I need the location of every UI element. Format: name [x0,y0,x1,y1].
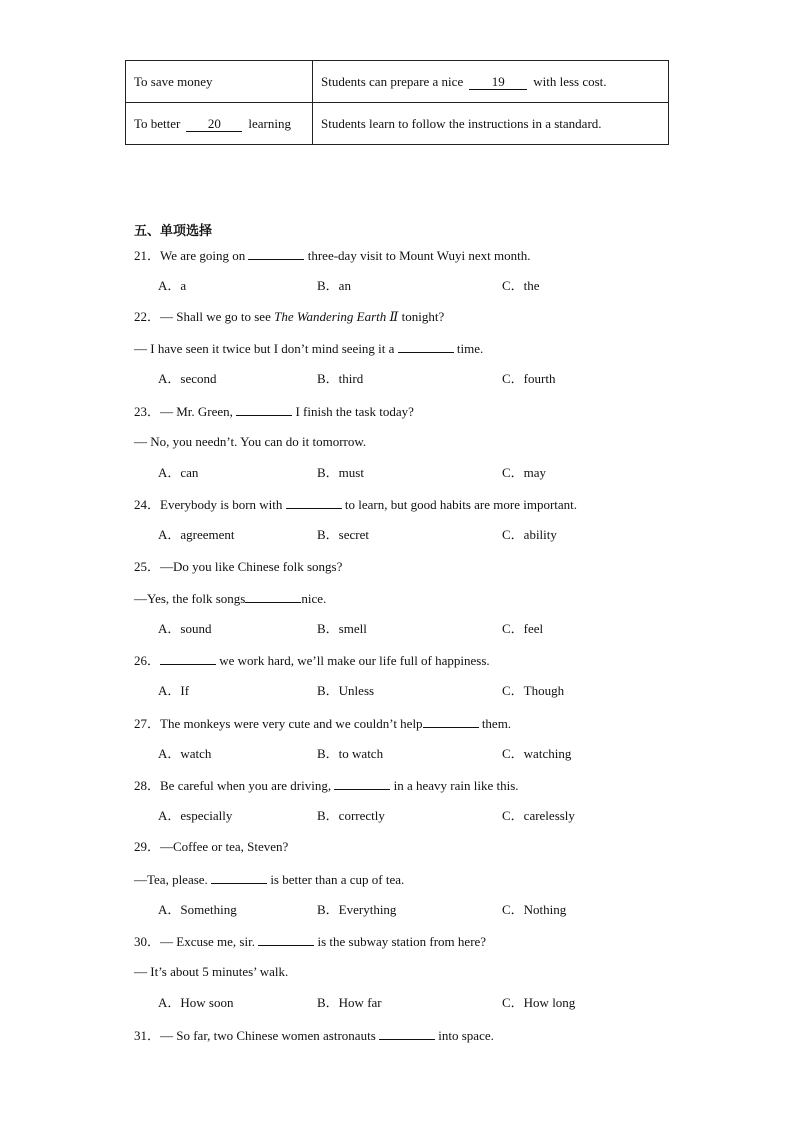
blank-20: 20 [186,117,242,132]
question-30 [134,933,486,950]
option-c: C．Though [502,683,565,698]
option-c: C．the [502,278,540,293]
table-row [126,103,669,145]
question-text: time. [456,341,484,356]
options-22 [0,371,794,387]
options-30 [0,995,794,1011]
question-text: 24．Everybody is born with [134,497,283,512]
answer-blank [334,777,390,790]
question-text: we work hard, we’ll make our life full of happiness. [219,653,490,668]
question-text: — I have seen it twice but I don’t mind seeing it a [134,341,395,356]
question-text: them. [481,716,512,731]
option-c: C．carelessly [502,808,575,823]
question-23 [134,403,414,420]
question-text: I finish the task today? [295,404,414,419]
question-text: nice. [301,591,327,606]
table-cell [313,61,669,103]
answer-blank [211,871,267,884]
question-text: — It’s about 5 minutes’ walk. [134,964,289,979]
question-text: is the subway station from here? [317,934,487,949]
option-c: C．watching [502,746,572,761]
option-c: C．may [502,465,547,480]
blank-19: 19 [469,75,527,90]
answer-blank [245,590,301,603]
answer-blank [398,340,454,353]
cell-text: Students can prepare a nice [321,73,464,89]
question-text: 31．— So far, two Chinese women astronauts [134,1028,376,1043]
summary-table [125,60,669,145]
answer-blank [258,933,314,946]
question-text: three-day visit to Mount Wuyi next month. [307,248,531,263]
option-c: C．feel [502,621,544,636]
cell-text: learning [248,115,291,131]
options-24 [0,527,794,543]
options-21 [0,278,794,294]
question-text: 25．—Do you like Chinese folk songs? [134,559,343,574]
question-text: — No, you needn’t. You can do it tomorrow. [134,434,367,449]
option-a: A．watch [158,746,212,761]
option-a: A．a [158,278,187,293]
option-c: C．fourth [502,371,556,386]
option-c: C．Nothing [502,902,567,917]
section-title: 五、单项选择 [134,224,213,239]
option-b: B．Unless [317,683,375,698]
question-text: to learn, but good habits are more important. [344,497,578,512]
answer-blank [423,715,479,728]
answer-blank [379,1027,435,1040]
question-text: into space. [438,1028,494,1043]
option-b: B．smell [317,621,367,636]
option-a: A．How soon [158,995,234,1010]
question-text: —Tea, please. [134,872,208,887]
options-29 [0,902,794,918]
question-text: 21．We are going on [134,248,246,263]
option-a: A．agreement [158,527,235,542]
option-a: A．If [158,683,190,698]
question-31 [134,1027,494,1044]
question-text: 28．Be careful when you are driving, [134,778,332,793]
question-text: 22．— Shall we go to see [134,309,271,324]
question-text: 29．—Coffee or tea, Steven? [134,839,289,854]
question-21 [134,247,530,264]
option-b: B．correctly [317,808,385,823]
option-a: A．Something [158,902,237,917]
question-28 [134,777,519,794]
options-23 [0,465,794,481]
options-28 [0,808,794,824]
option-b: B．an [317,278,351,293]
question-text: 30．— Excuse me, sir. [134,934,255,949]
question-text: in a heavy rain like this. [393,778,519,793]
question-27 [134,715,511,732]
question-text: 26． [134,653,161,668]
option-c: C．ability [502,527,557,542]
question-text: is better than a cup of tea. [270,872,405,887]
option-b: B．Everything [317,902,397,917]
question-22 [134,309,444,325]
options-25 [0,621,794,637]
option-a: A．especially [158,808,233,823]
question-29-reply [134,871,404,888]
question-26 [134,652,490,669]
answer-blank [286,496,342,509]
option-b: B．third [317,371,364,386]
answer-blank [160,652,216,665]
movie-title: The Wandering Earth Ⅱ [274,309,399,324]
option-b: B．How far [317,995,382,1010]
question-29 [134,839,288,855]
answer-blank [248,247,304,260]
cell-text: To better [134,115,181,131]
option-a: A．sound [158,621,212,636]
question-text: 23．— Mr. Green, [134,404,233,419]
question-24 [134,496,577,513]
table-row [126,61,669,103]
question-text: tonight? [401,309,445,324]
options-27 [0,746,794,762]
question-25-reply [134,590,326,607]
cell-text: with less cost. [533,73,607,89]
question-text: 27．The monkeys were very cute and we couldn’t help [134,716,423,731]
question-30-reply [134,964,288,980]
table-cell: To save money [126,61,313,103]
option-c: C．How long [502,995,576,1010]
table-cell: Students learn to follow the instructions in a standard. [313,103,669,145]
option-b: B．to watch [317,746,384,761]
question-25 [134,559,342,575]
option-b: B．must [317,465,364,480]
answer-blank [236,403,292,416]
options-26 [0,683,794,699]
option-b: B．secret [317,527,369,542]
question-22-reply [134,340,483,357]
question-text: —Yes, the folk songs [134,591,246,606]
option-a: A．second [158,371,217,386]
option-a: A．can [158,465,199,480]
question-23-reply [134,434,366,450]
table-cell [126,103,313,145]
